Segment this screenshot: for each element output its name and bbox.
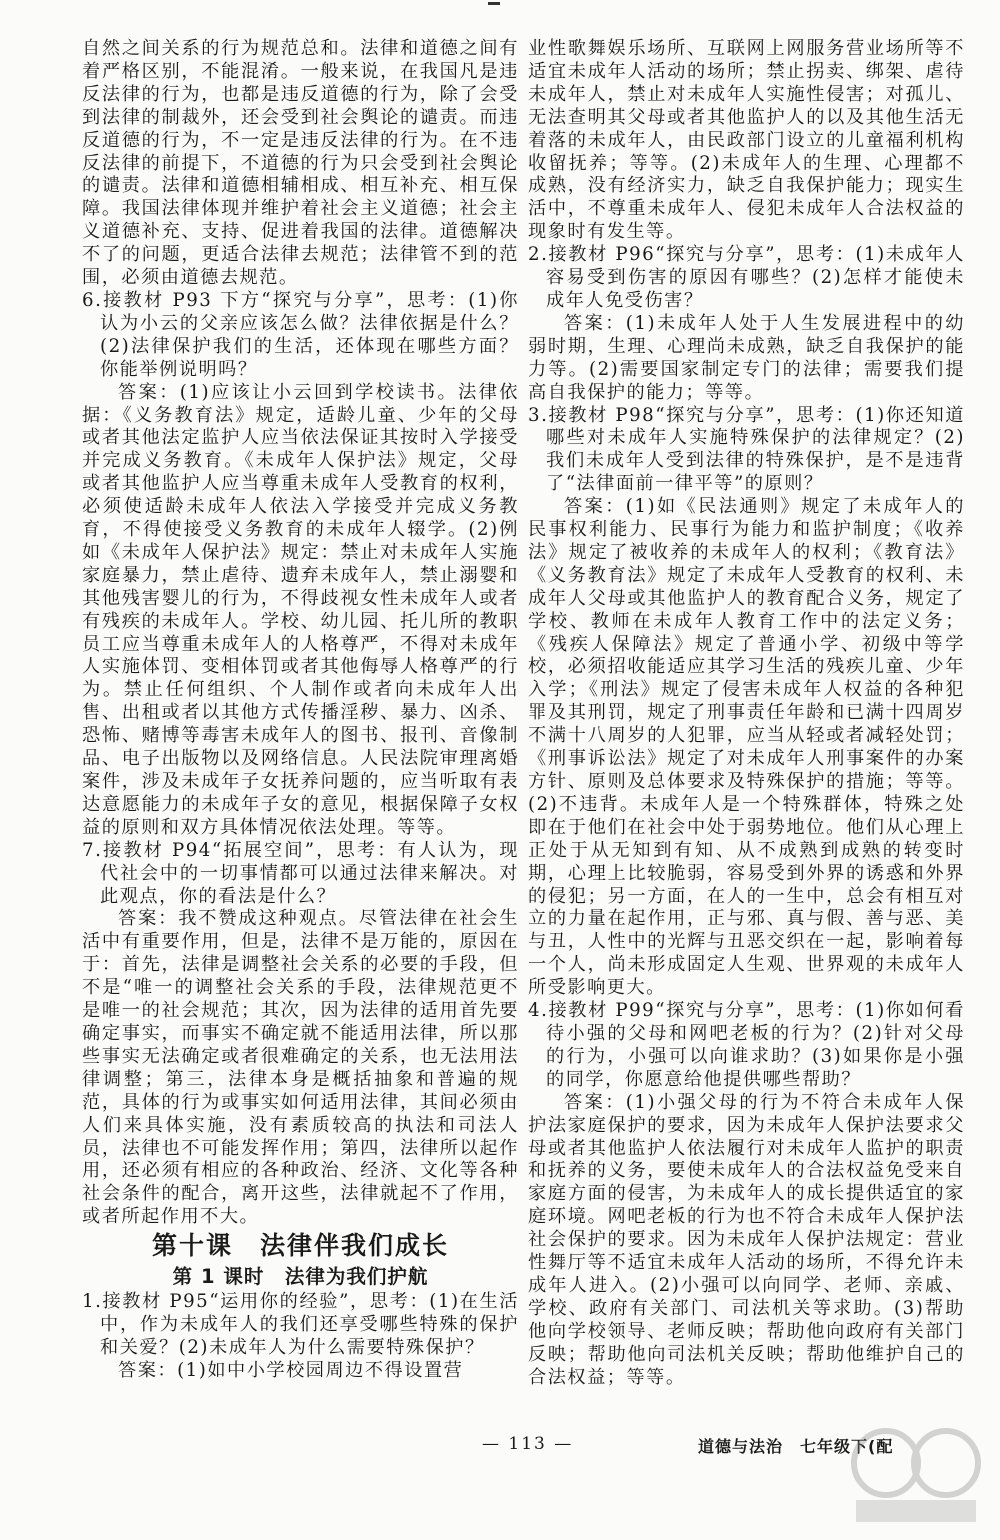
page-footer [82,1432,972,1464]
answer: 答案：我不赞成这种观点。尽管法律在社会生活中有重要作用，但是，法律不是万能的，原因在于：首先，法律是调整社会关系的必要的手段，但不是“唯一的调整社会关系的手段，法律规范更不是唯一的社会规范；其次，因为法律的适用首先要确定事实，而事实不确定就不能适用法律，所以那些事实无法确定或者很难确定的关系，也无法用法律调整；第三，法律本身是概括抽象和普遍的规范，具体的行为或事实如何适用法律，其间必须由人们来具体实施，没有素质较高的执法和司法人员，法律也不可能发挥作用；第四，法律所以起作用，还必须有相应的各种政治、经济、文化等各种社会条件的配合，离开这些，法律就起不了作用，或者所起作用不大。 [82,908,519,1228]
paragraph: 业性歌舞娱乐场所、互联网上网服务营业场所等不适宜未成年人活动的场所；禁止拐卖、绑架、虐待未成年人，禁止对未成年人实施性侵害；对孤儿、无法查明其父母或者其他监护人的以及其他生活无着落的未成年人，由民政部门设立的儿童福利机构收留抚养；等等。(2)未成年人的生理、心理都不成熟，没有经济实力，缺乏自我保护能力；现实生活中，不尊重未成年人、侵犯未成年人合法权益的现象时有发生等。 [528,38,965,243]
question: 4.接教材 P99“探究与分享”，思考：(1)你如何看待小强的父母和网吧老板的行为？(2)针对父母的行为，小强可以向谁求助？(3)如果你是小强的同学，你愿意给他提供哪些帮助？ [528,1000,965,1090]
watermark-logo [846,1418,986,1528]
answer: 答案：(1)未成年人处于人生发展进程中的幼弱时期，生理、心理尚未成熟，缺乏自我保护的能力等。(2)需要国家制定专门的法律；需要我们提高自我保护的能力；等等。 [528,312,965,403]
question: 2.接教材 P96“探究与分享”，思考：(1)未成年人容易受到伤害的原因有哪些？(2)怎样才能使未成年人免受伤害？ [528,244,965,311]
book-title: 道德与法治 七年级下(配 [698,1437,894,1456]
answer: 答案：(1)应该让小云回到学校读书。法律依据：《义务教育法》规定，适龄儿童、少年的父母或者其他法定监护人应当依法保证其按时入学接受并完成义务教育。《未成年人保护法》规定，父母或者其他监护人应当尊重未成年人受教育的权利，必须使适龄未成年人依法入学接受并完成义务教育，不得使接受义务教育的未成年人辍学。(2)例如《未成年人保护法》规定：禁止对未成年人实施家庭暴力，禁止虐待、遗弃未成年人，禁止溺婴和其他残害婴儿的行为，不得歧视女性未成年人或者有残疾的未成年人。学校、幼儿园、托儿所的教职员工应当尊重未成年人的人格尊严，不得对未成年人实施体罚、变相体罚或者其他侮辱人格尊严的行为。禁止任何组织、个人制作或者向未成年人出售、出租或者以其他方式传播淫秽、暴力、凶杀、恐怖、赌博等毒害未成年人的图书、报刊、音像制品、电子出版物以及网络信息。人民法院审理离婚案件，涉及未成年子女抚养问题的，应当听取有表达意愿能力的未成年子女的意见，根据保障子女权益的原则和双方具体情况依法处理。等等。 [82,381,519,838]
answer: 答案：(1)如《民法通则》规定了未成年人的民事权利能力、民事行为能力和监护制度；《收养法》规定了被收养的未成年人的权利；《教育法》《义务教育法》规定了未成年人受教育的权利、未成年人父母或其他监护人的教育配合义务，规定了学校、教师在未成年人教育工作中的法定义务；《残疾人保障法》规定了普通小学、初级中等学校，必须招收能适应其学习生活的残疾儿童、少年入学；《刑法》规定了侵害未成年人权益的各种犯罪及其刑罚，规定了刑事责任年龄和已满十四周岁不满十八周岁的人犯罪，应当从轻或者减轻处罚；《刑事诉讼法》规定了对未成年人刑事案件的办案方针、原则及总体要求及特殊保护的措施；等等。(2)不违背。未成年人是一个特殊群体，特殊之处即在于他们在社会中处于弱势地位。他们从心理上正处于从无知到有知、从不成熟到成熟的转变时期，心理上比较脆弱，容易受到外界的诱惑和外界的侵犯；另一方面，在人的一生中，总会有相互对立的力量在起作用，正与邪、真与假、善与恶、美与丑，人性中的光辉与丑恶交织在一起，影响着每一个人，尚未形成固定人生观、世界观的未成年人所受影响更大。 [528,496,965,999]
question: 7.接教材 P94“拓展空间”，思考：有人认为，现代社会中的一切事情都可以通过法律来解决。对此观点，你的看法是什么？ [82,839,519,907]
right-column [528,38,965,1389]
lesson-heading: 第十课 法律伴我们成长 [151,1231,449,1261]
answer: 答案：(1)如中小学校园周边不得设置营 [118,1359,464,1381]
question: 3.接教材 P98“探究与分享”，思考：(1)你还知道哪些对未成年人实施特殊保护的法律规定？(2)我们未成年人受到法律的特殊保护，是不是违背了“法律面前一律平等”的原则？ [528,404,965,495]
top-mark [488,2,500,5]
page-number: — 113 — [482,1434,574,1454]
paragraph: 自然之间关系的行为规范总和。法律和道德之间有着严格区别，不能混淆。一般来说，在我国凡是违反法律的行为，也都是违反道德的行为，除了会受到法律的制裁外，还会受到社会舆论的谴责。而违反道德的行为，不一定是违反法律的行为。在不违反法律的前提下，不道德的行为只会受到社会舆论的谴责。法律和道德相辅相成、相互补充、相互保障。我国法律体现并维护着社会主义道德；社会主义道德补充、支持、促进着我国的法律。道德解决不了的问题，更适合法律去规范；法律管不到的范围，必须由道德去规范。 [82,38,519,289]
question: 1.接教材 P95“运用你的经验”，思考：(1)在生活中，作为未成年人的我们还享受哪些特殊的保护和关爱？(2)未成年人为什么需要特殊保护？ [82,1291,519,1358]
answer: 答案：(1)小强父母的行为不符合未成年人保护法家庭保护的要求，因为未成年人保护法要求父母或者其他监护人依法履行对未成年人监护的职责和抚养的义务，要使未成年人的合法权益免受来自家庭方面的侵害，为未成年人的成长提供适宜的家庭环境。网吧老板的行为也不符合未成年人保护法社会保护的要求。因为未成年人保护法规定：营业性舞厅等不适宜未成年人活动的场所，不得允许未成年人进入。(2)小强可以向同学、老师、亲戚、学校、政府有关部门、司法机关等求助。(3)帮助他向学校领导、老师反映；帮助他向政府有关部门反映；帮助他向司法机关反映；帮助他维护自己的合法权益；等等。 [528,1091,965,1388]
question: 6.接教材 P93 下方“探究与分享”，思考：(1)你认为小云的父亲应该怎么做？法律依据是什么？(2)法律保护我们的生活，还体现在哪些方面？你能举例说明吗？ [82,289,519,380]
left-column [82,38,519,1383]
section-heading: 第 1 课时 法律为我们护航 [172,1265,429,1289]
